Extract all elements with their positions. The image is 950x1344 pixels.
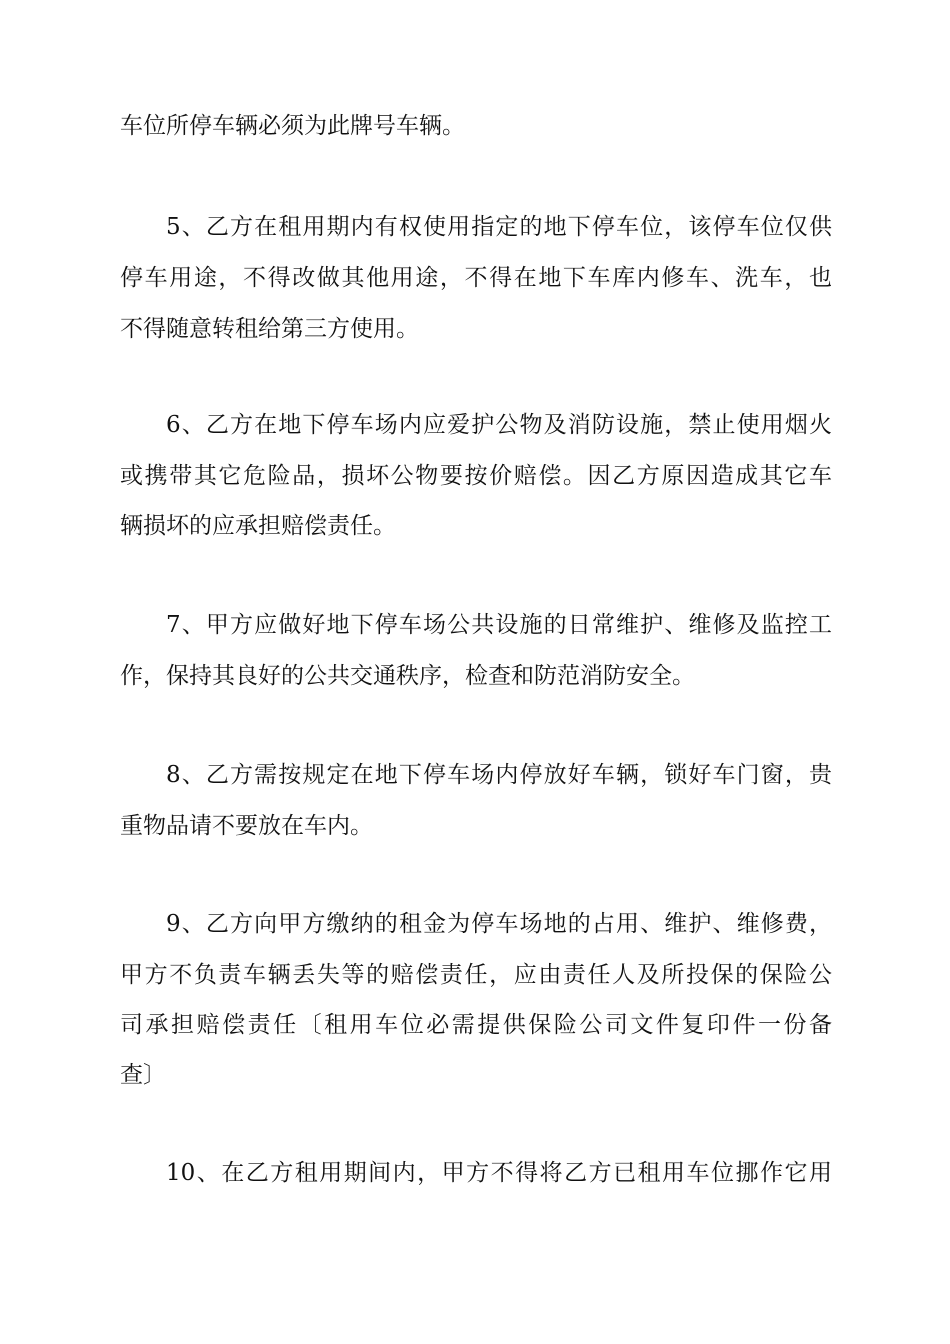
- clause-8-line-2: 重物品请不要放在车内。: [120, 813, 373, 839]
- clause-7-line-2: 作，保持其良好的公共交通秩序，检查和防范消防安全。: [120, 663, 695, 689]
- clause-9-line-3: 司承担赔偿责任〔租用车位必需提供保险公司文件复印件一份备: [120, 1012, 832, 1038]
- clause-6-line-1: 6、乙方在地下停车场内应爱护公物及消防设施，禁止使用烟火: [166, 412, 832, 438]
- clause-9-line-2: 甲方不负责车辆丢失等的赔偿责任，应由责任人及所投保的保险公: [120, 962, 832, 988]
- clause-10-line-1: 10、在乙方租用期间内，甲方不得将乙方已租用车位挪作它用: [166, 1160, 832, 1186]
- text-line-1: 车位所停车辆必须为此牌号车辆。: [120, 113, 465, 139]
- clause-6-line-3: 辆损坏的应承担赔偿责任。: [120, 513, 396, 539]
- clause-9-line-4: 查〕: [120, 1062, 166, 1088]
- clause-6-line-2: 或携带其它危险品，损坏公物要按价赔偿。因乙方原因造成其它车: [120, 463, 832, 489]
- clause-5-line-2: 停车用途，不得改做其他用途，不得在地下车库内修车、洗车，也: [120, 265, 832, 291]
- clause-5-line-1: 5、乙方在租用期内有权使用指定的地下停车位，该停车位仅供: [166, 214, 832, 240]
- clause-7-line-1: 7、甲方应做好地下停车场公共设施的日常维护、维修及监控工: [166, 612, 832, 638]
- clause-8-line-1: 8、乙方需按规定在地下停车场内停放好车辆，锁好车门窗，贵: [166, 762, 832, 788]
- clause-5-line-3: 不得随意转租给第三方使用。: [120, 316, 419, 342]
- clause-9-line-1: 9、乙方向甲方缴纳的租金为停车场地的占用、维护、维修费，: [166, 911, 832, 937]
